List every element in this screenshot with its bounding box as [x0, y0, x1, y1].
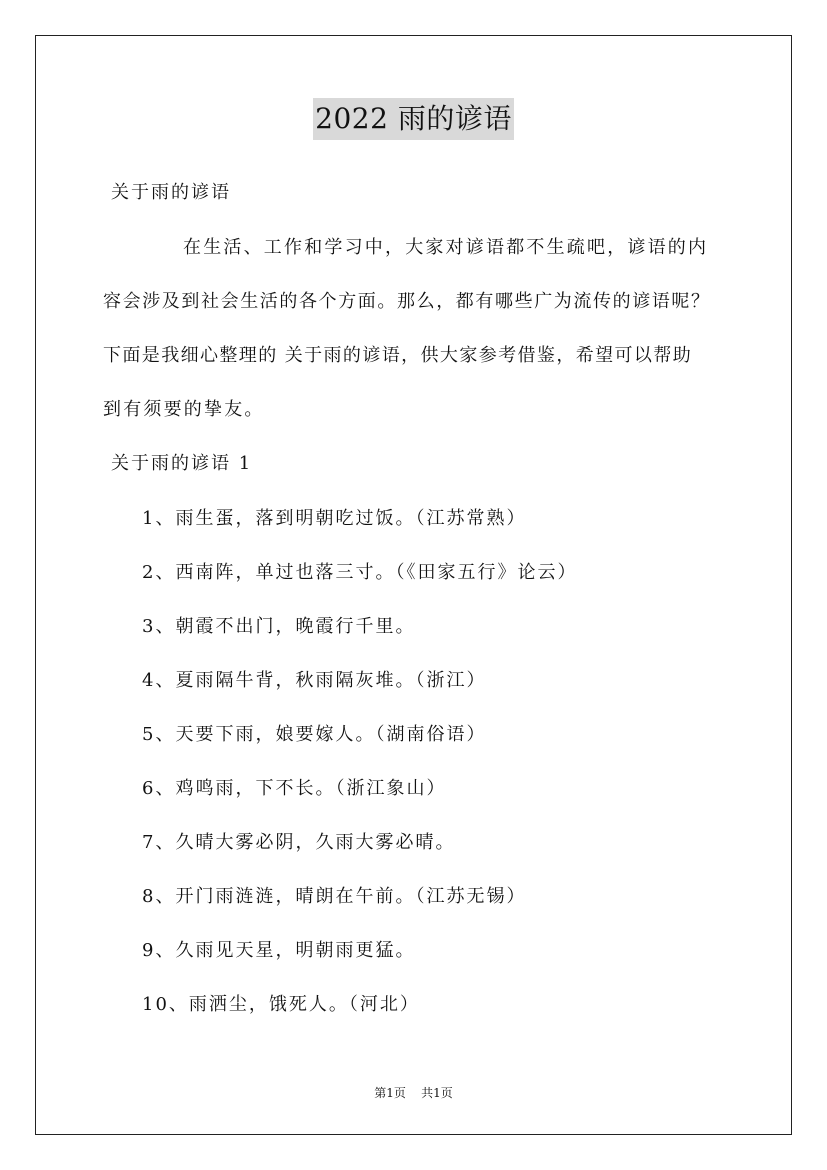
- document-title: 2022 雨的谚语: [313, 98, 514, 140]
- section-heading: 关于雨的谚语: [111, 182, 231, 203]
- intro-line-2: 容会涉及到社会生活的各个方面。那么，都有哪些广为流传的谚语呢？: [103, 291, 711, 312]
- list-item: 7、久晴大雾必阴，久雨大雾必晴。: [142, 832, 456, 853]
- intro-line-1: 在生活、工作和学习中，大家对谚语都不生疏吧，谚语的内: [183, 237, 709, 258]
- page-number: 第1页: [374, 1086, 406, 1100]
- page-total: 共1页: [421, 1086, 453, 1100]
- list-item: 3、朝霞不出门，晚霞行千里。: [142, 616, 416, 637]
- page-footer: [0, 1084, 827, 1101]
- intro-line-3: 下面是我细心整理的 关于雨的谚语，供大家参考借鉴，希望可以帮助: [103, 345, 693, 366]
- list-item: 2、西南阵，单过也落三寸。（《田家五行》论云）: [142, 562, 578, 583]
- list-item: 10、雨洒尘，饿死人。（河北）: [142, 994, 420, 1015]
- list-item: 9、久雨见天星，明朝雨更猛。: [142, 940, 416, 961]
- list-item: 1、雨生蛋，落到明朝吃过饭。（江苏常熟）: [142, 508, 527, 529]
- document-title-block: [0, 98, 827, 140]
- list-item: 8、开门雨涟涟，晴朗在午前。（江苏无锡）: [142, 886, 527, 907]
- intro-line-4: 到有须要的挚友。: [103, 399, 265, 420]
- list-item: 6、鸡鸣雨，下不长。（浙江象山）: [142, 778, 447, 799]
- list-item: 4、夏雨隔牛背，秋雨隔灰堆。（浙江）: [142, 670, 487, 691]
- list-item: 5、天要下雨，娘要嫁人。（湖南俗语）: [142, 724, 487, 745]
- subsection-heading: 关于雨的谚语 1: [111, 453, 253, 474]
